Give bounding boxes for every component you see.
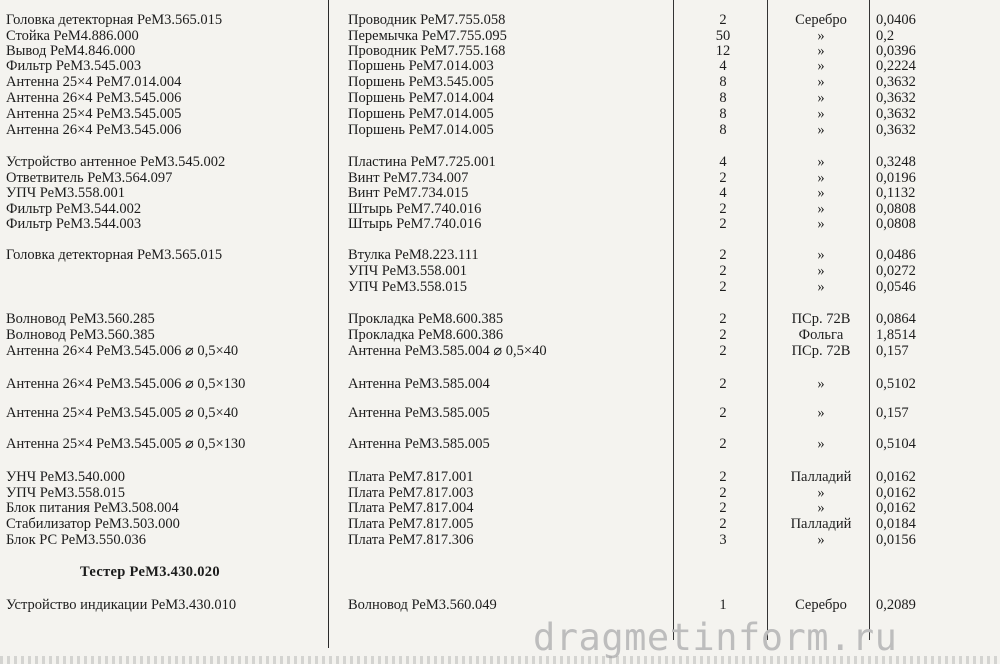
row-9-col-e: 0,0196: [876, 170, 916, 186]
row-2-col-c: 12: [715, 43, 731, 59]
row-6-col-b: Поршень РеМ7.014.005: [348, 106, 494, 122]
row-25-col-e: 0,0184: [876, 516, 916, 532]
row-24-col-d: »: [817, 500, 825, 516]
row-14-col-e: 0,0272: [876, 263, 916, 279]
row-23-col-d: »: [817, 485, 825, 501]
row-23-col-e: 0,0162: [876, 485, 916, 501]
row-4-col-d: »: [817, 74, 825, 90]
row-16-col-b: Прокладка РеМ8.600.385: [348, 311, 504, 327]
row-21-col-c: 2: [719, 436, 727, 452]
column-divider-3: [767, 0, 768, 640]
row-15-col-e: 0,0546: [876, 279, 916, 295]
row-21-col-d: »: [817, 436, 825, 452]
row-14-col-d: »: [817, 263, 825, 279]
row-26-col-b: Плата РеМ7.817.306: [348, 532, 474, 548]
row-19-col-c: 2: [719, 376, 727, 392]
row-0-col-c: 2: [719, 12, 727, 28]
row-24-col-c: 2: [719, 500, 727, 516]
row-18-col-e: 0,157: [876, 343, 909, 359]
row-13-col-a: Головка детекторная РеМ3.565.015: [6, 247, 223, 263]
row-14-col-b: УПЧ РеМ3.558.001: [348, 263, 467, 279]
row-26-col-e: 0,0156: [876, 532, 916, 548]
row-19-col-a: Антенна 26×4 РеМ3.545.006 ⌀ 0,5×130: [6, 376, 246, 392]
row-14-col-c: 2: [719, 263, 727, 279]
row-24-col-a: Блок питания РеМ3.508.004: [6, 500, 179, 516]
row-12-col-b: Штырь РеМ7.740.016: [348, 216, 482, 232]
row-2-col-d: »: [817, 43, 825, 59]
row-2-col-b: Проводник РеМ7.755.168: [348, 43, 506, 59]
row-9-col-d: »: [817, 170, 825, 186]
row-7-col-a: Антенна 26×4 РеМ3.545.006: [6, 122, 182, 138]
row-22-col-c: 2: [719, 469, 727, 485]
watermark: dragmetinform.ru: [533, 616, 898, 659]
row-8-col-a: Устройство антенное РеМ3.545.002: [6, 154, 226, 170]
row-0-col-e: 0,0406: [876, 12, 916, 28]
row-13-col-e: 0,0486: [876, 247, 916, 263]
row-21-col-b: Антенна РеМ3.585.005: [348, 436, 490, 452]
row-6-col-c: 8: [719, 106, 727, 122]
row-20-col-e: 0,157: [876, 405, 909, 421]
row-2-col-a: Вывод РеМ4.846.000: [6, 43, 136, 59]
row-27-col-c: 1: [719, 597, 727, 613]
row-8-col-c: 4: [719, 154, 727, 170]
row-15-col-d: »: [817, 279, 825, 295]
column-divider-4: [869, 0, 870, 640]
row-13-col-c: 2: [719, 247, 727, 263]
row-22-col-e: 0,0162: [876, 469, 916, 485]
row-17-col-e: 1,8514: [876, 327, 916, 343]
row-11-col-e: 0,0808: [876, 201, 916, 217]
row-22-col-d: Палладий: [790, 469, 852, 485]
row-22-col-a: УНЧ РеМ3.540.000: [6, 469, 125, 485]
row-0-col-d: Серебро: [795, 12, 847, 28]
row-21-col-e: 0,5104: [876, 436, 916, 452]
row-16-col-d: ПСр. 72В: [791, 311, 851, 327]
row-3-col-e: 0,2224: [876, 58, 916, 74]
row-10-col-b: Винт РеМ7.734.015: [348, 185, 469, 201]
row-4-col-c: 8: [719, 74, 727, 90]
row-19-col-b: Антенна РеМ3.585.004: [348, 376, 490, 392]
row-6-col-d: »: [817, 106, 825, 122]
row-11-col-b: Штырь РеМ7.740.016: [348, 201, 482, 217]
row-5-col-d: »: [817, 90, 825, 106]
row-3-col-d: »: [817, 58, 825, 74]
row-22-col-b: Плата РеМ7.817.001: [348, 469, 474, 485]
row-3-col-a: Фильтр РеМ3.545.003: [6, 58, 142, 74]
row-20-col-c: 2: [719, 405, 727, 421]
row-13-col-d: »: [817, 247, 825, 263]
row-17-col-b: Прокладка РеМ8.600.386: [348, 327, 504, 343]
row-4-col-e: 0,3632: [876, 74, 916, 90]
row-10-col-a: УПЧ РеМ3.558.001: [6, 185, 125, 201]
row-17-col-a: Волновод РеМ3.560.385: [6, 327, 155, 343]
row-8-col-e: 0,3248: [876, 154, 916, 170]
row-24-col-b: Плата РеМ7.817.004: [348, 500, 474, 516]
row-10-col-d: »: [817, 185, 825, 201]
row-24-col-e: 0,0162: [876, 500, 916, 516]
row-20-col-d: »: [817, 405, 825, 421]
row-16-col-e: 0,0864: [876, 311, 916, 327]
row-11-col-c: 2: [719, 201, 727, 217]
row-11-col-d: »: [817, 201, 825, 217]
row-20-col-a: Антенна 25×4 РеМ3.545.005 ⌀ 0,5×40: [6, 405, 239, 421]
row-27-col-b: Волновод РеМ3.560.049: [348, 597, 497, 613]
row-18-col-d: ПСр. 72В: [791, 343, 851, 359]
row-23-col-c: 2: [719, 485, 727, 501]
row-12-col-d: »: [817, 216, 825, 232]
row-25-col-b: Плата РеМ7.817.005: [348, 516, 474, 532]
row-23-col-b: Плата РеМ7.817.003: [348, 485, 474, 501]
row-25-col-c: 2: [719, 516, 727, 532]
row-0-col-b: Проводник РеМ7.755.058: [348, 12, 506, 28]
row-4-col-b: Поршень РеМ3.545.005: [348, 74, 494, 90]
row-5-col-a: Антенна 26×4 РеМ3.545.006: [6, 90, 182, 106]
row-8-col-b: Пластина РеМ7.725.001: [348, 154, 496, 170]
row-26-col-c: 3: [719, 532, 727, 548]
row-19-col-e: 0,5102: [876, 376, 916, 392]
row-17-col-c: 2: [719, 327, 727, 343]
row-12-col-a: Фильтр РеМ3.544.003: [6, 216, 142, 232]
row-26-col-d: »: [817, 532, 825, 548]
row-16-col-c: 2: [719, 311, 727, 327]
row-27-col-e: 0,2089: [876, 597, 916, 613]
row-25-col-d: Палладий: [790, 516, 852, 532]
row-18-col-a: Антенна 26×4 РеМ3.545.006 ⌀ 0,5×40: [6, 343, 239, 359]
row-25-col-a: Стабилизатор РеМ3.503.000: [6, 516, 180, 532]
row-21-col-a: Антенна 25×4 РеМ3.545.005 ⌀ 0,5×130: [6, 436, 246, 452]
row-10-col-e: 0,1132: [876, 185, 916, 201]
row-15-col-b: УПЧ РеМ3.558.015: [348, 279, 467, 295]
row-13-col-b: Втулка РеМ8.223.111: [348, 247, 479, 263]
row-11-col-a: Фильтр РеМ3.544.002: [6, 201, 142, 217]
row-9-col-b: Винт РеМ7.734.007: [348, 170, 469, 186]
row-23-col-a: УПЧ РеМ3.558.015: [6, 485, 125, 501]
row-3-col-c: 4: [719, 58, 727, 74]
scan-edge-noise: [0, 656, 1000, 664]
row-26-col-a: Блок РС РеМ3.550.036: [6, 532, 147, 548]
row-7-col-b: Поршень РеМ7.014.005: [348, 122, 494, 138]
row-6-col-e: 0,3632: [876, 106, 916, 122]
section-header: Тестер РеМ3.430.020: [80, 564, 220, 580]
row-5-col-e: 0,3632: [876, 90, 916, 106]
row-1-col-e: 0,2: [876, 28, 895, 44]
row-5-col-b: Поршень РеМ7.014.004: [348, 90, 494, 106]
row-3-col-b: Поршень РеМ7.014.003: [348, 58, 494, 74]
row-9-col-a: Ответвитель РеМ3.564.097: [6, 170, 173, 186]
row-10-col-c: 4: [719, 185, 727, 201]
row-12-col-e: 0,0808: [876, 216, 916, 232]
row-12-col-c: 2: [719, 216, 727, 232]
row-6-col-a: Антенна 25×4 РеМ3.545.005: [6, 106, 182, 122]
column-divider-1: [328, 0, 329, 648]
row-15-col-c: 2: [719, 279, 727, 295]
row-20-col-b: Антенна РеМ3.585.005: [348, 405, 490, 421]
row-2-col-e: 0,0396: [876, 43, 916, 59]
row-7-col-c: 8: [719, 122, 727, 138]
row-18-col-c: 2: [719, 343, 727, 359]
row-1-col-d: »: [817, 28, 825, 44]
row-17-col-d: Фольга: [798, 327, 844, 343]
row-7-col-e: 0,3632: [876, 122, 916, 138]
row-1-col-a: Стойка РеМ4.886.000: [6, 28, 139, 44]
row-9-col-c: 2: [719, 170, 727, 186]
row-16-col-a: Волновод РеМ3.560.285: [6, 311, 155, 327]
row-18-col-b: Антенна РеМ3.585.004 ⌀ 0,5×40: [348, 343, 547, 359]
row-27-col-a: Устройство индикации РеМ3.430.010: [6, 597, 237, 613]
row-5-col-c: 8: [719, 90, 727, 106]
row-4-col-a: Антенна 25×4 РеМ7.014.004: [6, 74, 182, 90]
row-7-col-d: »: [817, 122, 825, 138]
row-1-col-b: Перемычка РеМ7.755.095: [348, 28, 507, 44]
row-8-col-d: »: [817, 154, 825, 170]
row-0-col-a: Головка детекторная РеМ3.565.015: [6, 12, 223, 28]
column-divider-2: [673, 0, 674, 640]
row-27-col-d: Серебро: [795, 597, 847, 613]
row-19-col-d: »: [817, 376, 825, 392]
row-1-col-c: 50: [715, 28, 731, 44]
